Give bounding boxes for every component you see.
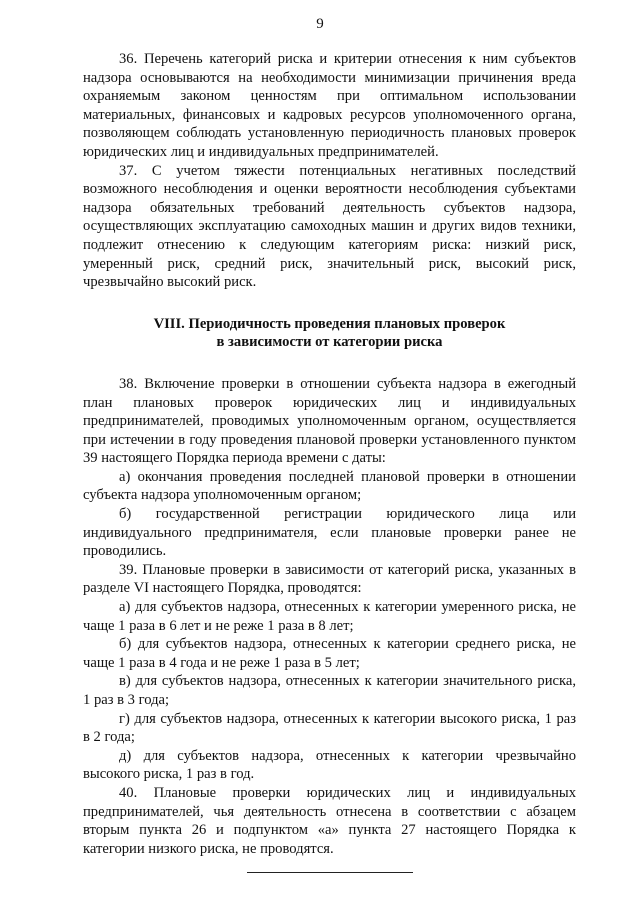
paragraph-38-b: б) государственной регистрации юридического лица или индивидуального предпринимателя, если плановые проверки ранее не проводились.: [83, 506, 576, 560]
paragraph-39-d: д) для субъектов надзора, отнесенных к категории чрезвычайно высокого риска, 1 раз в год.: [83, 747, 576, 783]
document-body: [83, 50, 576, 873]
page-number: 9: [316, 16, 324, 32]
paragraph-40: 40. Плановые проверки юридических лиц и индивидуальных предпринимателей, чья деятельность отнесена в соответствии с абзацем вторым пункта 26 и подпунктом «а» пункта 27 настоящего Порядка к категории низкого риска, не проводятся.: [83, 784, 576, 857]
paragraph-39-a: а) для субъектов надзора, отнесенных к категории умеренного риска, не чаще 1 раза в 6 лет и не реже 1 раза в 8 лет;: [83, 599, 576, 634]
paragraph-39-v: в) для субъектов надзора, отнесенных к категории значительного риска, 1 раз в 3 года;: [83, 673, 576, 708]
section-heading: [83, 315, 576, 352]
section-heading-line2: в зависимости от категории риска: [216, 334, 443, 351]
paragraph-39: 39. Плановые проверки в зависимости от категорий риска, указанных в разделе VI настоящего Порядка, проводятся:: [83, 561, 576, 597]
paragraph-38: 38. Включение проверки в отношении субъекта надзора в ежегодный план плановых проверок юридических лиц и индивидуальных предпринимателей, проводимых уполномоченным органом, осуществляется при истечении в году проведения плановой проверки установленного пунктом 39 настоящего Порядка периода времени с даты:: [83, 375, 576, 467]
paragraph-39-b: б) для субъектов надзора, отнесенных к категории среднего риска, не чаще 1 раза в 4 года и не реже 1 раза в 5 лет;: [83, 636, 576, 671]
paragraph-39-g: г) для субъектов надзора, отнесенных к категории высокого риска, 1 раз в 2 года;: [83, 710, 576, 746]
end-divider-line: [247, 872, 413, 873]
section-heading-line1: VIII. Периодичность проведения плановых проверок: [153, 315, 506, 332]
paragraph-38-a: а) окончания проведения последней плановой проверки в отношении субъекта надзора уполномоченным органом;: [83, 468, 576, 504]
paragraph-36: 36. Перечень категорий риска и критерии отнесения к ним субъектов надзора основываются на необходимости минимизации причинения вреда охраняемым законом ценностям при оптимальном использовании материальных, финансовых и кадровых ресурсов уполномоченного органа, позволяющем соблюдать установленную периодичность плановых проверок юридических лиц и индивидуальных предпринимателей.: [83, 51, 576, 160]
paragraph-37: 37. С учетом тяжести потенциальных негативных последствий возможного несоблюдения и оценки вероятности несоблюдения субъектами надзора обязательных требований деятельность субъектов надзора, осуществляющих эксплуатацию самоходных машин и других видов техники, подлежит отнесению к следующим категориям риска: низкий риск, умеренный риск, средний риск, значительный риск, высокий риск, чрезвычайно высокий риск.: [83, 162, 576, 291]
